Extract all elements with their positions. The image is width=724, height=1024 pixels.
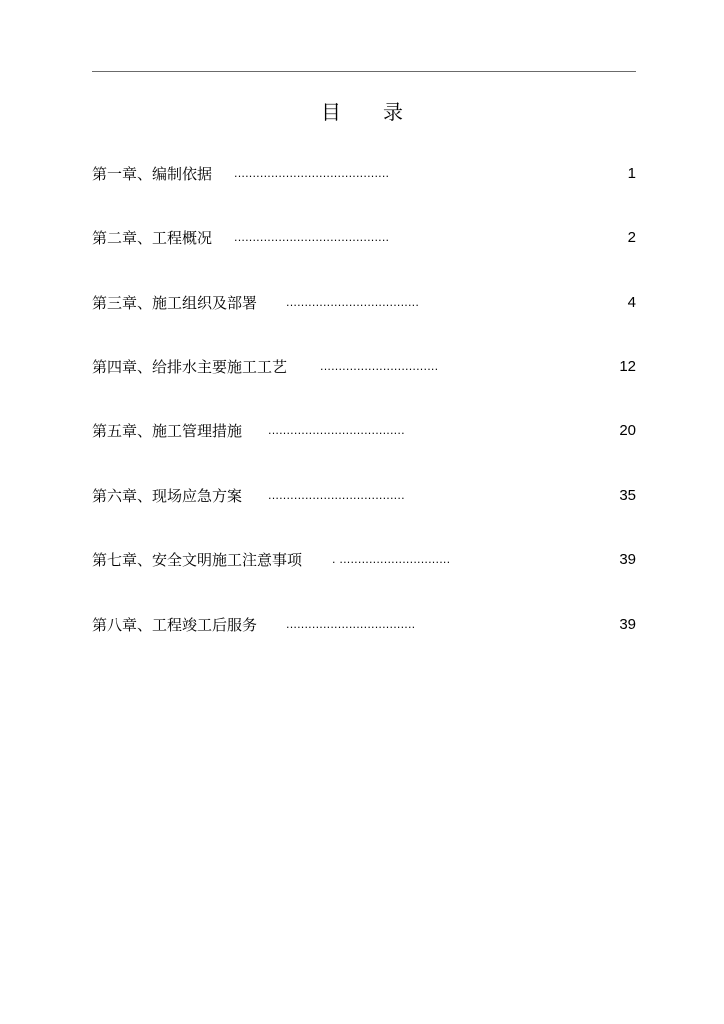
toc-entry-1[interactable] (92, 163, 636, 185)
toc-page-number: 4 (627, 294, 636, 311)
toc-entry-label: 第六章、现场应急方案 (92, 487, 243, 505)
toc-page-number: 12 (619, 358, 636, 375)
toc-entry-2[interactable] (92, 227, 636, 249)
toc-page-number: 39 (619, 551, 636, 568)
toc-entry-4[interactable] (92, 356, 636, 378)
toc-entry-label: 第八章、工程竣工后服务 (92, 616, 258, 634)
toc-entry-3[interactable] (92, 292, 636, 314)
toc-leader-dots: .......................................... (234, 167, 390, 180)
toc-leader-dots: .................................... (286, 296, 420, 309)
toc-leader-dots: ................................ (320, 360, 439, 373)
toc-leader-dots: ................................... (286, 618, 416, 631)
toc-entry-7[interactable] (92, 549, 636, 571)
toc-title (0, 100, 724, 124)
toc-entry-label: 第二章、工程概况 (92, 229, 213, 247)
toc-page-number: 20 (619, 422, 636, 439)
toc-entry-label: 第四章、给排水主要施工工艺 (92, 358, 288, 376)
toc-title-char-2: 录 (383, 100, 403, 124)
toc-leader-dots: ..................................... (268, 424, 405, 437)
toc-page-number: 35 (619, 487, 636, 504)
toc-entry-6[interactable] (92, 485, 636, 507)
toc-page-number: 39 (619, 616, 636, 633)
toc-leader-dots: .......................................... (234, 231, 390, 244)
toc-leader-dots: ..................................... (268, 489, 405, 502)
toc-entry-label: 第七章、安全文明施工注意事项 (92, 551, 303, 569)
toc-entry-label: 第三章、施工组织及部署 (92, 294, 258, 312)
toc-page-number: 2 (627, 229, 636, 246)
toc-entry-label: 第一章、编制依据 (92, 165, 213, 183)
toc-entry-5[interactable] (92, 420, 636, 442)
toc-entry-label: 第五章、施工管理措施 (92, 422, 243, 440)
toc-leader-dots: . .............................. (332, 553, 451, 566)
header-rule (92, 71, 636, 72)
toc-page-number: 1 (627, 165, 636, 182)
toc-entry-8[interactable] (92, 614, 636, 636)
toc-title-char-1: 目 (321, 100, 341, 124)
